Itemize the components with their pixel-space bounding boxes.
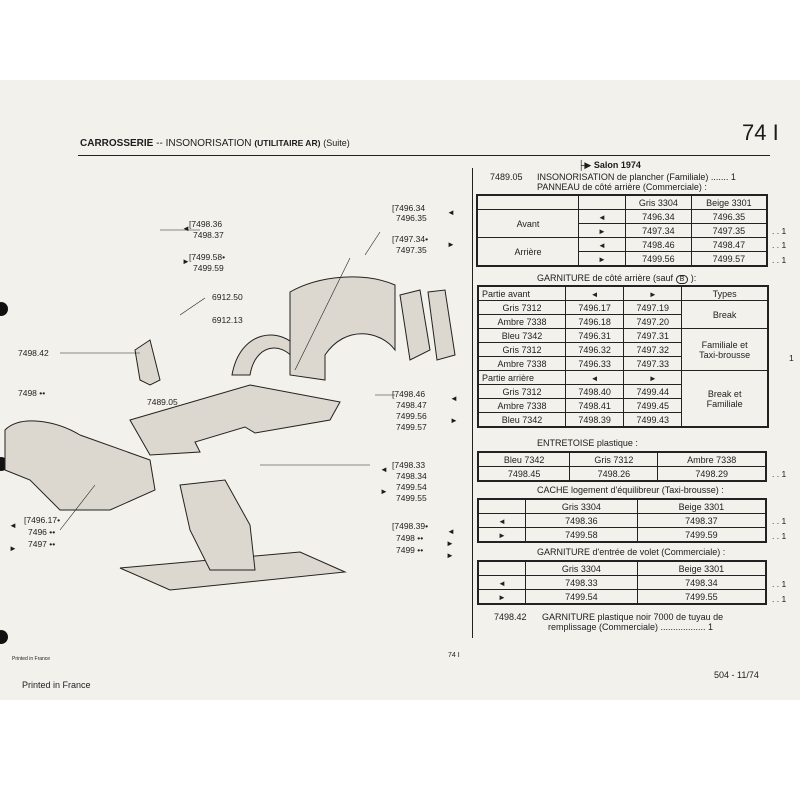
- cell: 7496.34: [626, 210, 692, 224]
- cell: 7498.33: [526, 576, 638, 590]
- qty: . . 1: [772, 255, 787, 265]
- type-line: Break et: [707, 388, 742, 399]
- part-label: [7498.33: [392, 460, 426, 470]
- part-label: 7498 ••: [396, 533, 424, 543]
- side-panel-shape: [290, 277, 395, 380]
- right-arrow-icon: [579, 252, 626, 267]
- cell: 7499.54: [526, 590, 638, 605]
- bracket-shape: [135, 340, 160, 385]
- page-code: 74 I: [742, 120, 779, 145]
- type-cell: Break: [682, 301, 768, 329]
- cell: 7499.59: [637, 528, 766, 543]
- salon-note: [578, 160, 641, 171]
- cell: Gris 7312: [478, 343, 566, 357]
- right-arrow-icon: [450, 416, 458, 425]
- part-label: [7498.46: [392, 389, 426, 399]
- cell: Ambre 7338: [478, 399, 566, 413]
- part-label: [7497.34•: [392, 234, 429, 244]
- part-label: 7499.57: [396, 422, 427, 432]
- part-label: [7498.36: [189, 219, 223, 229]
- section-title: GARNITURE d'entrée de volet (Commerciale) :: [537, 547, 726, 557]
- cell: 7498.45: [478, 467, 570, 482]
- panel-piece-shape: [428, 290, 455, 360]
- cell: 7497.34: [626, 224, 692, 238]
- left-arrow-icon: [447, 527, 455, 536]
- qty: . . 1: [772, 469, 787, 479]
- leader-line: [365, 232, 380, 255]
- left-arrow-icon: [478, 514, 526, 528]
- left-arrow-icon: [478, 576, 526, 590]
- qty: . . 1: [772, 226, 787, 236]
- qty: . . 1: [772, 516, 787, 526]
- row-group: Partie arrière: [478, 371, 566, 385]
- cell: 7497.19: [624, 301, 682, 315]
- part-label: 7499.55: [396, 493, 427, 503]
- type-cell: [682, 371, 768, 428]
- right-arrow-icon: [9, 544, 17, 553]
- garniture-title-end: ):: [690, 273, 697, 283]
- title-main: INSONORISATION: [165, 138, 252, 149]
- item-text: remplissage (Commerciale) .................. 1: [548, 622, 714, 632]
- qty: 1: [789, 353, 794, 363]
- cell: 7496.32: [566, 343, 624, 357]
- cell: 7496.31: [566, 329, 624, 343]
- col-header: Gris 3304: [526, 561, 638, 576]
- col-header: Beige 3301: [691, 195, 767, 210]
- header-rule: [78, 155, 770, 156]
- cell: 7498.40: [566, 385, 624, 399]
- cell: 7498.29: [658, 467, 766, 482]
- cell: 7498.37: [637, 514, 766, 528]
- cell: Gris 7312: [478, 385, 566, 399]
- qty: . . 1: [772, 240, 787, 250]
- title-sep: --: [156, 138, 163, 149]
- title-paren: (UTILITAIRE AR): [254, 138, 321, 148]
- garniture-table: [477, 285, 769, 428]
- right-arrow-icon: [447, 240, 455, 249]
- part-label: 7496.35: [396, 213, 427, 223]
- printed-label: Printed in France: [22, 680, 91, 690]
- cell: 7499.43: [624, 413, 682, 428]
- right-arrow-icon: [446, 539, 454, 548]
- floor-mat-shape: [130, 385, 340, 455]
- type-line: Familiale et: [701, 339, 748, 350]
- left-arrow-icon: [182, 224, 190, 233]
- type-line: Familiale: [706, 398, 743, 409]
- cell: 7498.34: [637, 576, 766, 590]
- cache-table: [477, 498, 767, 543]
- item-text: PANNEAU de côté arrière (Commerciale) :: [537, 182, 707, 192]
- cell: 7497.35: [691, 224, 767, 238]
- page-title: [80, 138, 350, 149]
- left-arrow-icon: [450, 394, 458, 403]
- cell: 7499.57: [691, 252, 767, 267]
- item-text: INSONORISATION de plancher (Familiale) ....... 1: [537, 172, 736, 182]
- part-label: [7498.39•: [392, 521, 429, 531]
- right-arrow-icon: [478, 528, 526, 543]
- col-header: Gris 7312: [570, 452, 658, 467]
- entretoise-table: [477, 451, 767, 482]
- left-arrow-icon: [566, 371, 624, 385]
- right-arrow-icon: [380, 487, 388, 496]
- col-header: Gris 3304: [626, 195, 692, 210]
- left-arrow-icon: [9, 521, 17, 530]
- row-label: Arrière: [477, 238, 579, 267]
- cell: 7498.36: [526, 514, 638, 528]
- volet-table: [477, 560, 767, 605]
- cell: 7497.20: [624, 315, 682, 329]
- cell: 7499.56: [626, 252, 692, 267]
- cell: 7497.33: [624, 357, 682, 371]
- panel-piece-shape: [400, 290, 430, 360]
- cell: 7496.17: [566, 301, 624, 315]
- part-label: 7499.59: [193, 263, 224, 273]
- qty: . . 1: [772, 531, 787, 541]
- row-group: Partie avant: [478, 286, 566, 301]
- cell: 7496.35: [691, 210, 767, 224]
- cell: 7498.41: [566, 399, 624, 413]
- section-title: [537, 273, 696, 284]
- left-arrow-icon: [579, 210, 626, 224]
- cell: 7497.32: [624, 343, 682, 357]
- col-header: Beige 3301: [637, 499, 766, 514]
- part-label: [7496.17•: [24, 515, 61, 525]
- section-title: CACHE logement d'équilibreur (Taxi-brousse) :: [537, 485, 724, 495]
- part-label: 7498.37: [193, 230, 224, 240]
- column-divider: [472, 168, 473, 638]
- cell: 7496.33: [566, 357, 624, 371]
- row-label: Avant: [477, 210, 579, 238]
- part-label: [7499.58•: [189, 252, 226, 262]
- type-line: Taxi-brousse: [699, 349, 751, 360]
- right-arrow-icon: [446, 551, 454, 560]
- lower-trim-shape: [180, 480, 255, 570]
- part-label: 7497 ••: [28, 539, 56, 549]
- type-badge: B: [676, 275, 689, 284]
- cell: 7497.31: [624, 329, 682, 343]
- printed-small: Printed in France: [12, 656, 51, 662]
- edition-code: 504 - 11/74: [714, 670, 759, 680]
- cell: 7499.45: [624, 399, 682, 413]
- part-label: 6912.13: [212, 315, 243, 325]
- right-arrow-icon: [624, 371, 682, 385]
- left-arrow-icon: [566, 286, 624, 301]
- cell: 7498.39: [566, 413, 624, 428]
- part-label: 6912.50: [212, 292, 243, 302]
- left-arrow-icon: [380, 465, 388, 474]
- cell: 7498.46: [626, 238, 692, 252]
- cell: Gris 7312: [478, 301, 566, 315]
- cell: 7496.18: [566, 315, 624, 329]
- cell: Ambre 7338: [478, 315, 566, 329]
- cell: Bleu 7342: [478, 329, 566, 343]
- part-label: 7498 ••: [18, 388, 46, 398]
- right-arrow-icon: [579, 224, 626, 238]
- item-ref: 7489.05: [490, 172, 523, 182]
- qty: . . 1: [772, 594, 787, 604]
- panneau-table: [476, 194, 768, 267]
- salon-arrow-icon: ├▶: [578, 160, 592, 170]
- type-cell: [682, 329, 768, 371]
- right-arrow-icon: [478, 590, 526, 605]
- part-label: 7499 ••: [396, 545, 424, 555]
- salon-label: Salon 1974: [593, 160, 641, 170]
- cell: 7499.44: [624, 385, 682, 399]
- col-header: Types: [682, 286, 768, 301]
- part-label: 7499.54: [396, 482, 427, 492]
- cell: 7498.26: [570, 467, 658, 482]
- item-text: GARNITURE plastique noir 7000 de tuyau de: [542, 612, 724, 622]
- left-arrow-icon: [447, 208, 455, 217]
- part-label: [7496.34: [392, 203, 426, 213]
- qty: . . 1: [772, 579, 787, 589]
- part-label: 7499.56: [396, 411, 427, 421]
- garniture-title: GARNITURE de côté arrière (sauf: [537, 273, 674, 283]
- page-small: 74 I: [448, 652, 460, 659]
- col-header: Gris 3304: [526, 499, 638, 514]
- left-arrow-icon: [579, 238, 626, 252]
- col-header: Bleu 7342: [478, 452, 570, 467]
- leader-line: [180, 298, 205, 315]
- part-label: 7498.47: [396, 400, 427, 410]
- cell: 7498.47: [691, 238, 767, 252]
- item-ref: 7498.42: [494, 612, 527, 622]
- cell: 7499.58: [526, 528, 638, 543]
- col-header: Beige 3301: [637, 561, 766, 576]
- title-suite: (Suite): [323, 138, 350, 148]
- right-arrow-icon: [624, 286, 682, 301]
- cell: 7499.55: [637, 590, 766, 605]
- part-label: 7498.34: [396, 471, 427, 481]
- quarter-trim-shape: [5, 421, 155, 510]
- section-title: ENTRETOISE plastique :: [537, 438, 638, 448]
- part-label: 7496 ••: [28, 527, 56, 537]
- part-label: 7497.35: [396, 245, 427, 255]
- part-label: 7489.05: [147, 397, 178, 407]
- cell: Ambre 7338: [478, 357, 566, 371]
- title-bold: CARROSSERIE: [80, 138, 154, 149]
- cell: Bleu 7342: [478, 413, 566, 428]
- part-label: 7498.42: [18, 348, 49, 358]
- right-arrow-icon: [182, 257, 190, 266]
- col-header: Ambre 7338: [658, 452, 766, 467]
